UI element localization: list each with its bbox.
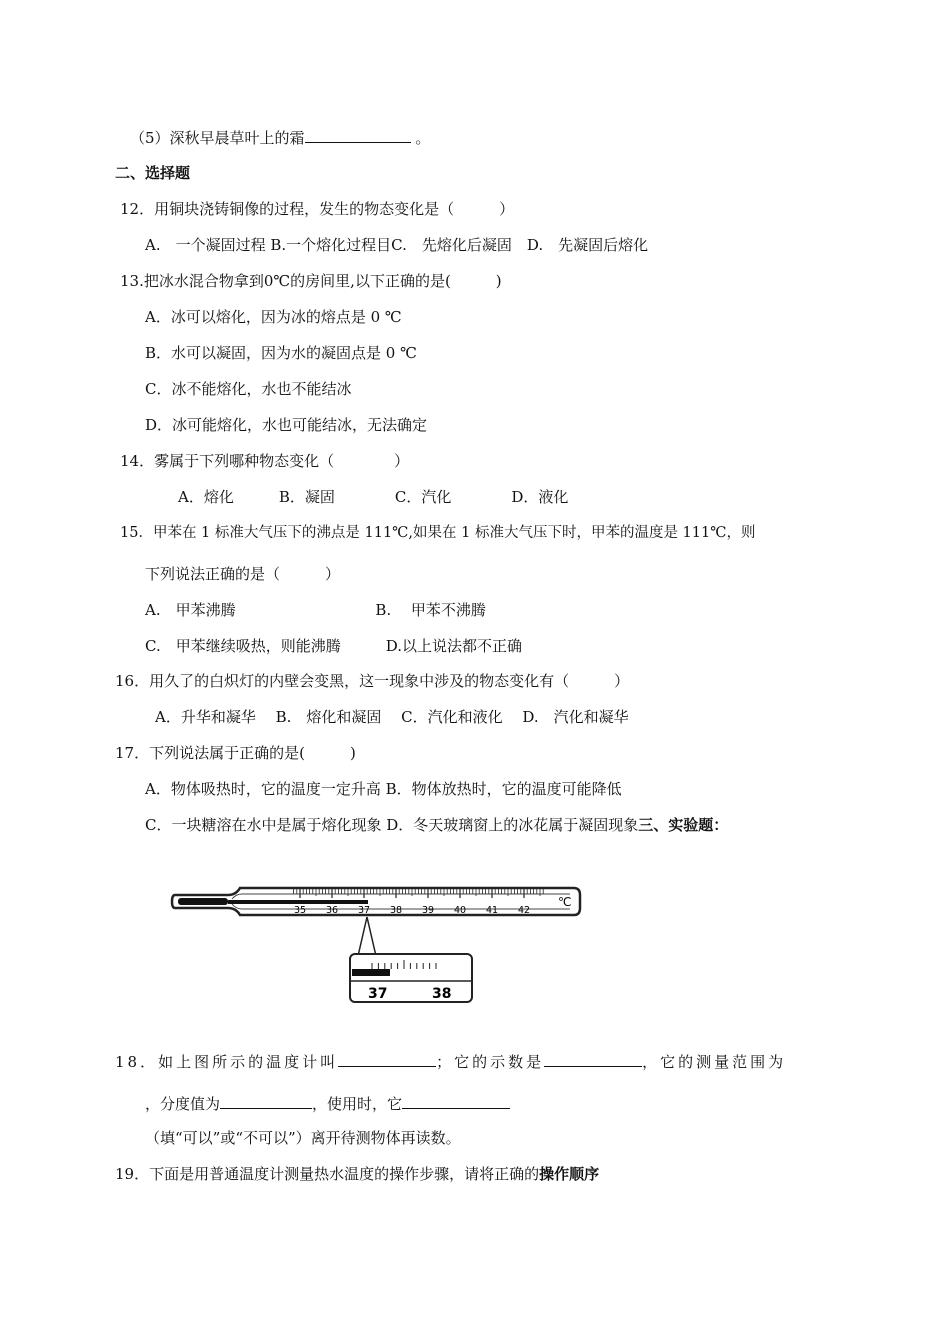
thermometer-capillary bbox=[232, 894, 570, 899]
q13-option-b: B．水可以凝固，因为水的凝固点是 0 ℃ bbox=[145, 344, 417, 362]
q11-item5 bbox=[130, 127, 430, 148]
q15-options-cd: C. 甲苯继续吸热，则能沸腾 D.以上说法都不正确 bbox=[145, 637, 522, 655]
q17-options-cd-text: C．一块糖溶在水中是属于熔化现象 D．冬天玻璃窗上的冰花属于凝固现象 bbox=[145, 816, 639, 834]
q18-stem-a: 18．如上图所示的温度计叫 bbox=[115, 1053, 339, 1071]
q13-option-a: A．冰可以熔化，因为冰的熔点是 0 ℃ bbox=[145, 308, 402, 326]
q18-line2-b: ，使用时，它 bbox=[312, 1095, 403, 1113]
thermometer-figure bbox=[170, 876, 590, 1006]
scale-label: 42 bbox=[518, 905, 531, 916]
q15-stem-line2: 下列说法正确的是（ ） bbox=[145, 565, 341, 583]
scale-label: 40 bbox=[454, 905, 467, 916]
q14-stem: 14．雾属于下列哪种物态变化（ ） bbox=[120, 452, 410, 470]
zoom-pointer-left bbox=[358, 917, 367, 956]
q16-options: A．升华和凝华 B. 熔化和凝固 C．汽化和液化 D. 汽化和凝华 bbox=[155, 708, 629, 726]
unit-label: ℃ bbox=[558, 895, 572, 909]
q18-line3: （填“可以”或“不可以”）离开待测物体再读数。 bbox=[145, 1129, 461, 1147]
zoom-label-37: 37 bbox=[368, 986, 388, 1002]
scale-label: 36 bbox=[326, 905, 339, 916]
section2-title: 二、选择题 bbox=[115, 164, 191, 182]
q13-option-d: D．冰可能熔化，水也可能结冰，无法确定 bbox=[145, 416, 428, 434]
q16-stem: 16．用久了的白炽灯的内壁会变黑，这一现象中涉及的物态变化有（ ） bbox=[115, 672, 630, 690]
q19-stem-bold: 操作顺序 bbox=[539, 1165, 600, 1183]
thermometer-bulb bbox=[178, 898, 228, 905]
zoom-mercury bbox=[352, 969, 390, 976]
q18-line2-a: ，分度值为 bbox=[145, 1095, 221, 1113]
q18-blank-usage[interactable] bbox=[402, 1093, 510, 1109]
scale-label: 39 bbox=[422, 905, 435, 916]
q15-stem: 15．甲苯在 1 标准大气压下的沸点是 111℃,如果在 1 标准大气压下时，甲苯的温度是 111℃，则 bbox=[120, 525, 756, 541]
q11-item5-blank[interactable] bbox=[305, 127, 411, 143]
mercury-column bbox=[228, 900, 368, 904]
zoom-label-38: 38 bbox=[432, 986, 452, 1002]
q17-options-cd bbox=[145, 815, 728, 835]
q14-options: A．熔化 B．凝固 C．汽化 D．液化 bbox=[178, 488, 569, 506]
q13-stem: 13.把冰水混合物拿到0℃的房间里,以下正确的是( ) bbox=[120, 272, 502, 290]
zoom-pointer-right bbox=[367, 917, 376, 956]
scale-label: 37 bbox=[358, 905, 371, 916]
q11-item5-text: （5）深秋早晨草叶上的霜 bbox=[130, 129, 305, 147]
q11-item5-tail: 。 bbox=[415, 129, 431, 147]
q19-stem-text: 19．下面是用普通温度计测量热水温度的操作步骤，请将正确的 bbox=[115, 1165, 540, 1183]
scale-label: 35 bbox=[294, 905, 307, 916]
q15-options-ab: A. 甲苯沸腾 B. 甲苯不沸腾 bbox=[145, 601, 486, 619]
q18-blank-name[interactable] bbox=[338, 1051, 436, 1067]
section3-title: 三、实验题： bbox=[638, 816, 729, 834]
q13-option-c: C．冰不能熔化，水也不能结冰 bbox=[145, 380, 352, 398]
q17-options-ab: A．物体吸热时，它的温度一定升高 B．物体放热时，它的温度可能降低 bbox=[145, 780, 622, 798]
scale-ticks bbox=[294, 888, 544, 898]
q19-stem bbox=[115, 1164, 599, 1184]
q12-stem: 12．用铜块浇铸铜像的过程，发生的物态变化是（ ） bbox=[120, 200, 515, 218]
q12-options: A. 一个凝固过程 B.一个熔化过程目C. 先熔化后凝固 D. 先凝固后熔化 bbox=[145, 236, 649, 254]
q18-blank-division[interactable] bbox=[220, 1093, 312, 1109]
q18-blank-reading[interactable] bbox=[544, 1051, 642, 1067]
q17-stem: 17．下列说法属于正确的是( ) bbox=[115, 744, 356, 762]
scale-label: 41 bbox=[486, 905, 499, 916]
q18-line1 bbox=[115, 1051, 786, 1072]
q18-line2 bbox=[145, 1093, 510, 1114]
q18-stem-c: ，它的测量范围为 bbox=[642, 1053, 787, 1071]
scale-label: 38 bbox=[390, 905, 403, 916]
q18-stem-b: ；它的示数是 bbox=[436, 1053, 545, 1071]
